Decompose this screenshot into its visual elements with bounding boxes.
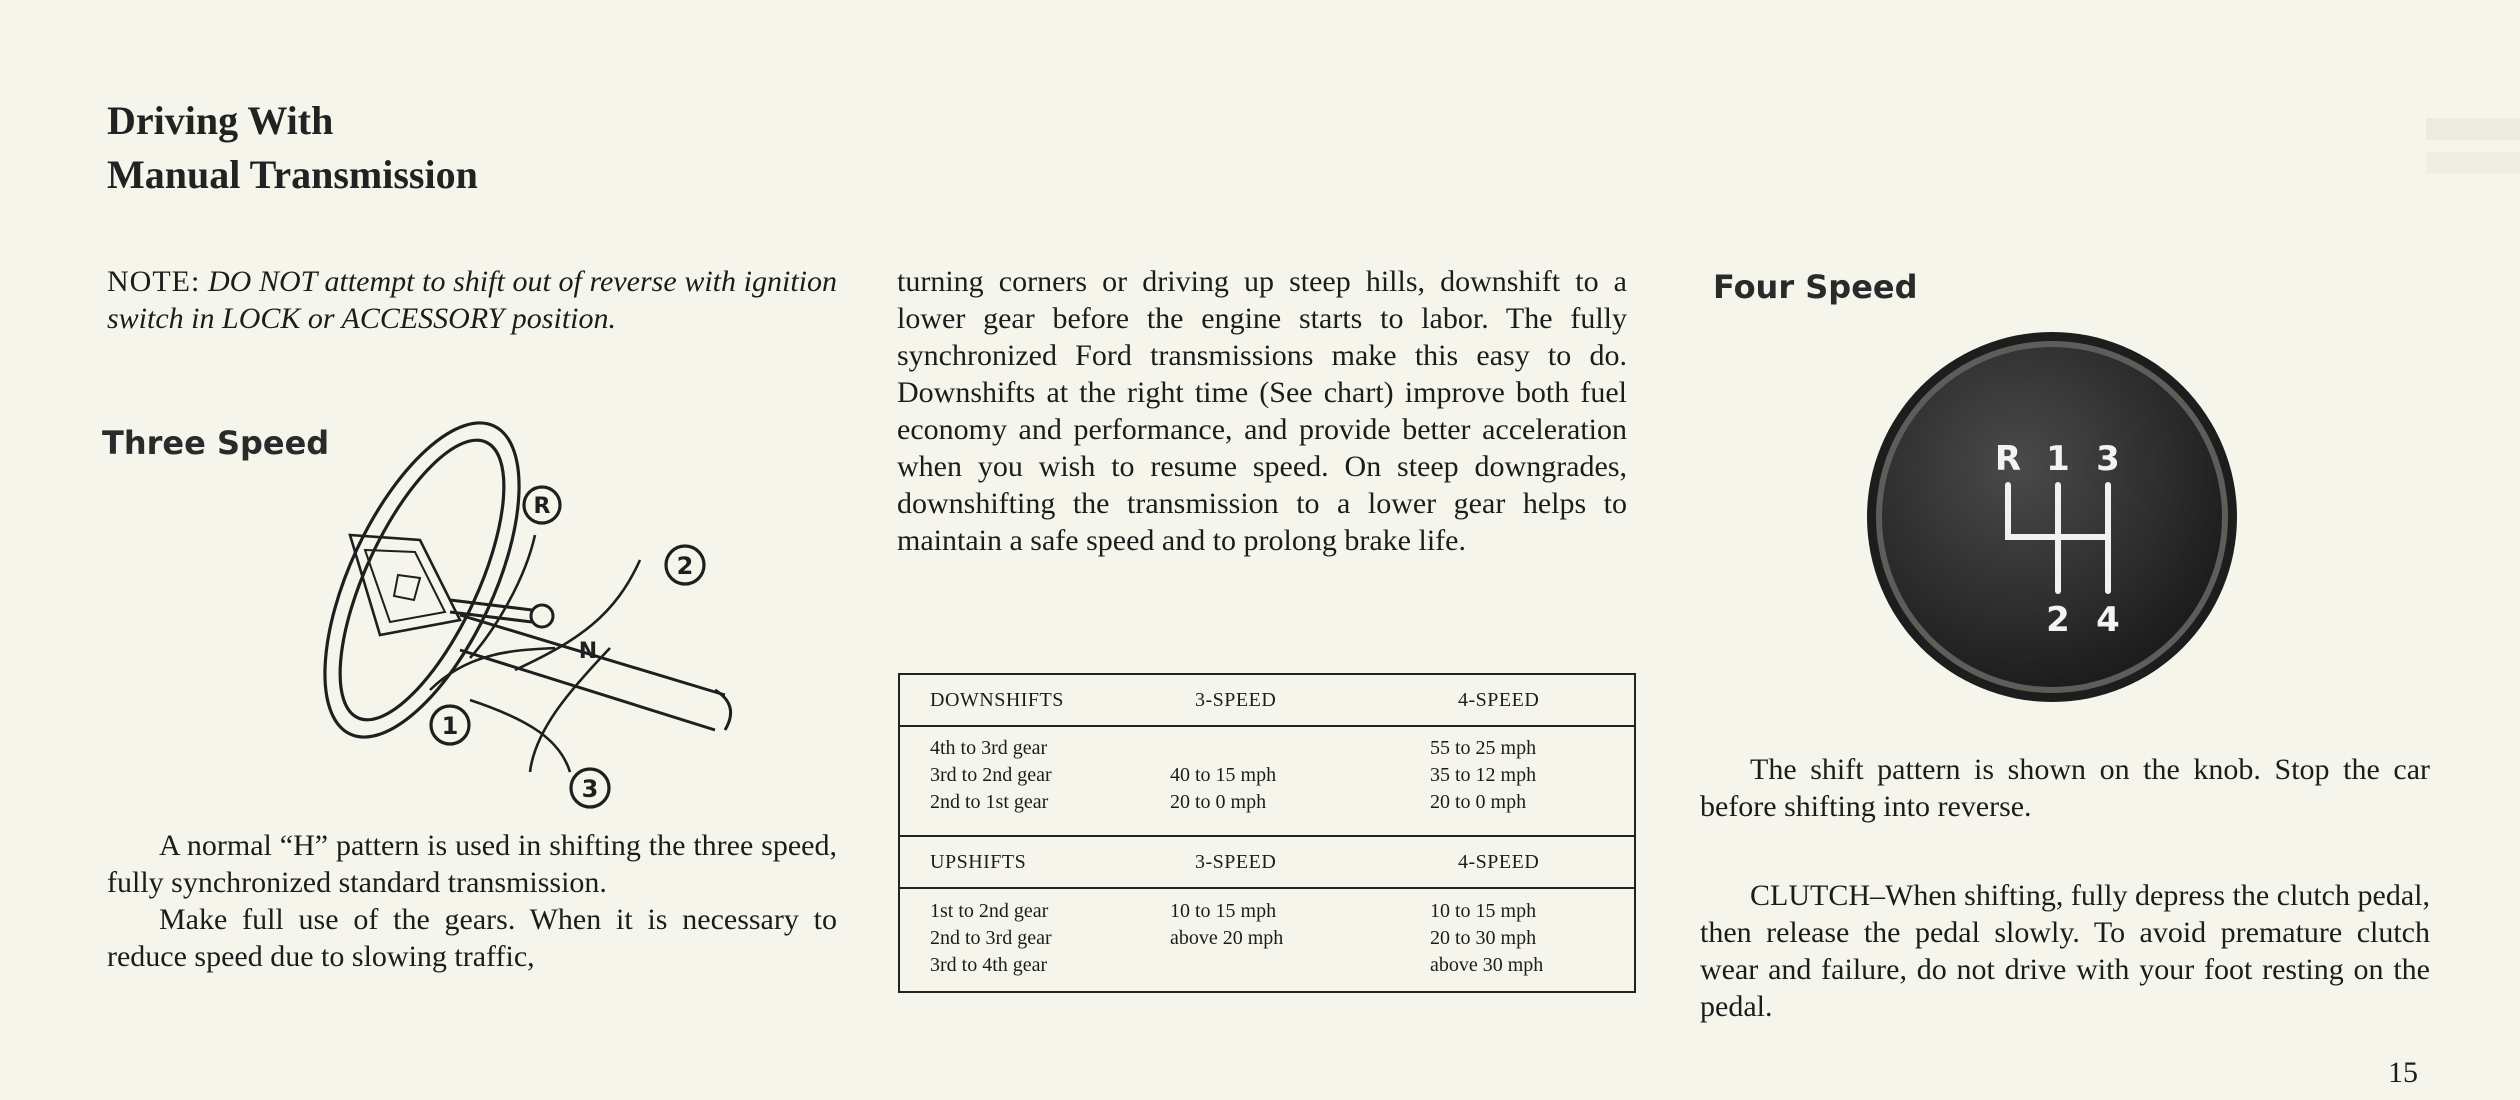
knob-label-1: 1 [2046, 439, 2070, 479]
knob-label-4: 4 [2096, 600, 2120, 640]
clutch-paragraph: CLUTCH–When shifting, fully depress the clutch pedal, then release the pedal slowly. To avoid premature clutch wear and failure, do not drive with your foot resting on the pedal. [1700, 879, 2430, 1023]
table-header-cell: UPSHIFTS [930, 851, 1027, 873]
four-speed-heading: Four Speed [1713, 268, 1918, 306]
table-cell: 40 to 15 mph 20 to 0 mph [1170, 764, 1277, 813]
gear-label-2: 2 [676, 552, 694, 580]
table-header-cell: 3-SPEED [1195, 689, 1277, 711]
shift-knob-illustration [1862, 327, 2242, 707]
three-speed-description [107, 827, 837, 975]
column-shifter-illustration [310, 400, 780, 820]
downshifts-header-row [900, 675, 1634, 727]
table-cell: 1st to 2nd gear 2nd to 3rd gear 3rd to 4th gear [930, 900, 1052, 976]
four-speed-description [1700, 751, 2430, 825]
knob-label-r: R [1994, 439, 2022, 479]
page-title [107, 94, 627, 202]
bleed-through-decoration [2418, 108, 2520, 198]
clutch-description [1700, 877, 2430, 1025]
knob-label-3: 3 [2096, 439, 2120, 479]
gear-label-1: 1 [441, 712, 459, 740]
table-cell: 10 to 15 mph above 20 mph [1170, 900, 1284, 949]
gear-label-r: R [533, 494, 551, 519]
knob-label-2: 2 [2046, 600, 2070, 640]
gear-label-3: 3 [581, 775, 599, 803]
note-label: NOTE: [107, 265, 201, 298]
page-title-line-2: Manual Transmission [107, 152, 478, 197]
gear-label-n: N [578, 639, 598, 664]
table-cell: 10 to 15 mph 20 to 30 mph above 30 mph [1430, 900, 1544, 976]
three-speed-para-2: Make full use of the gears. When it is necessary to reduce speed due to slowing traffic, [107, 903, 837, 973]
table-header-cell: DOWNSHIFTS [930, 689, 1064, 711]
table-header-cell: 4-SPEED [1458, 689, 1540, 711]
table-cell: 4th to 3rd gear 3rd to 2nd gear 2nd to 1st gear [930, 737, 1052, 813]
table-header-cell: 4-SPEED [1458, 851, 1540, 873]
shift-speed-table [898, 673, 1636, 993]
downshift-paragraph: turning corners or driving up steep hills, downshift to a lower gear before the engine starts to labor. The fully synchronized Ford transmissions make this easy to do. Downshifts at the right time (See chart) improve both fuel economy and performance, and provide better acceleration when you wish to resume speed. On steep downgrades, downshifting the transmission to a lower gear helps to maintain a safe speed and to prolong brake life. [897, 265, 1627, 557]
downshift-description [897, 263, 1627, 559]
upshifts-header-row [900, 835, 1634, 889]
note-paragraph [107, 263, 837, 337]
table-cell: 55 to 25 mph 35 to 12 mph 20 to 0 mph [1430, 737, 1537, 813]
shift-pattern-paragraph: The shift pattern is shown on the knob. Stop the car before shifting into reverse. [1700, 753, 2430, 823]
table-header-cell: 3-SPEED [1195, 851, 1277, 873]
note-text: DO NOT attempt to shift out of reverse with ignition switch in LOCK or ACCESSORY position. [107, 265, 838, 335]
page-number: 15 [2388, 1056, 2418, 1089]
page-title-line-1: Driving With [107, 98, 334, 143]
three-speed-para-1: A normal “H” pattern is used in shifting the three speed, fully synchronized standard transmission. [107, 829, 837, 899]
three-speed-heading: Three Speed [102, 424, 330, 462]
